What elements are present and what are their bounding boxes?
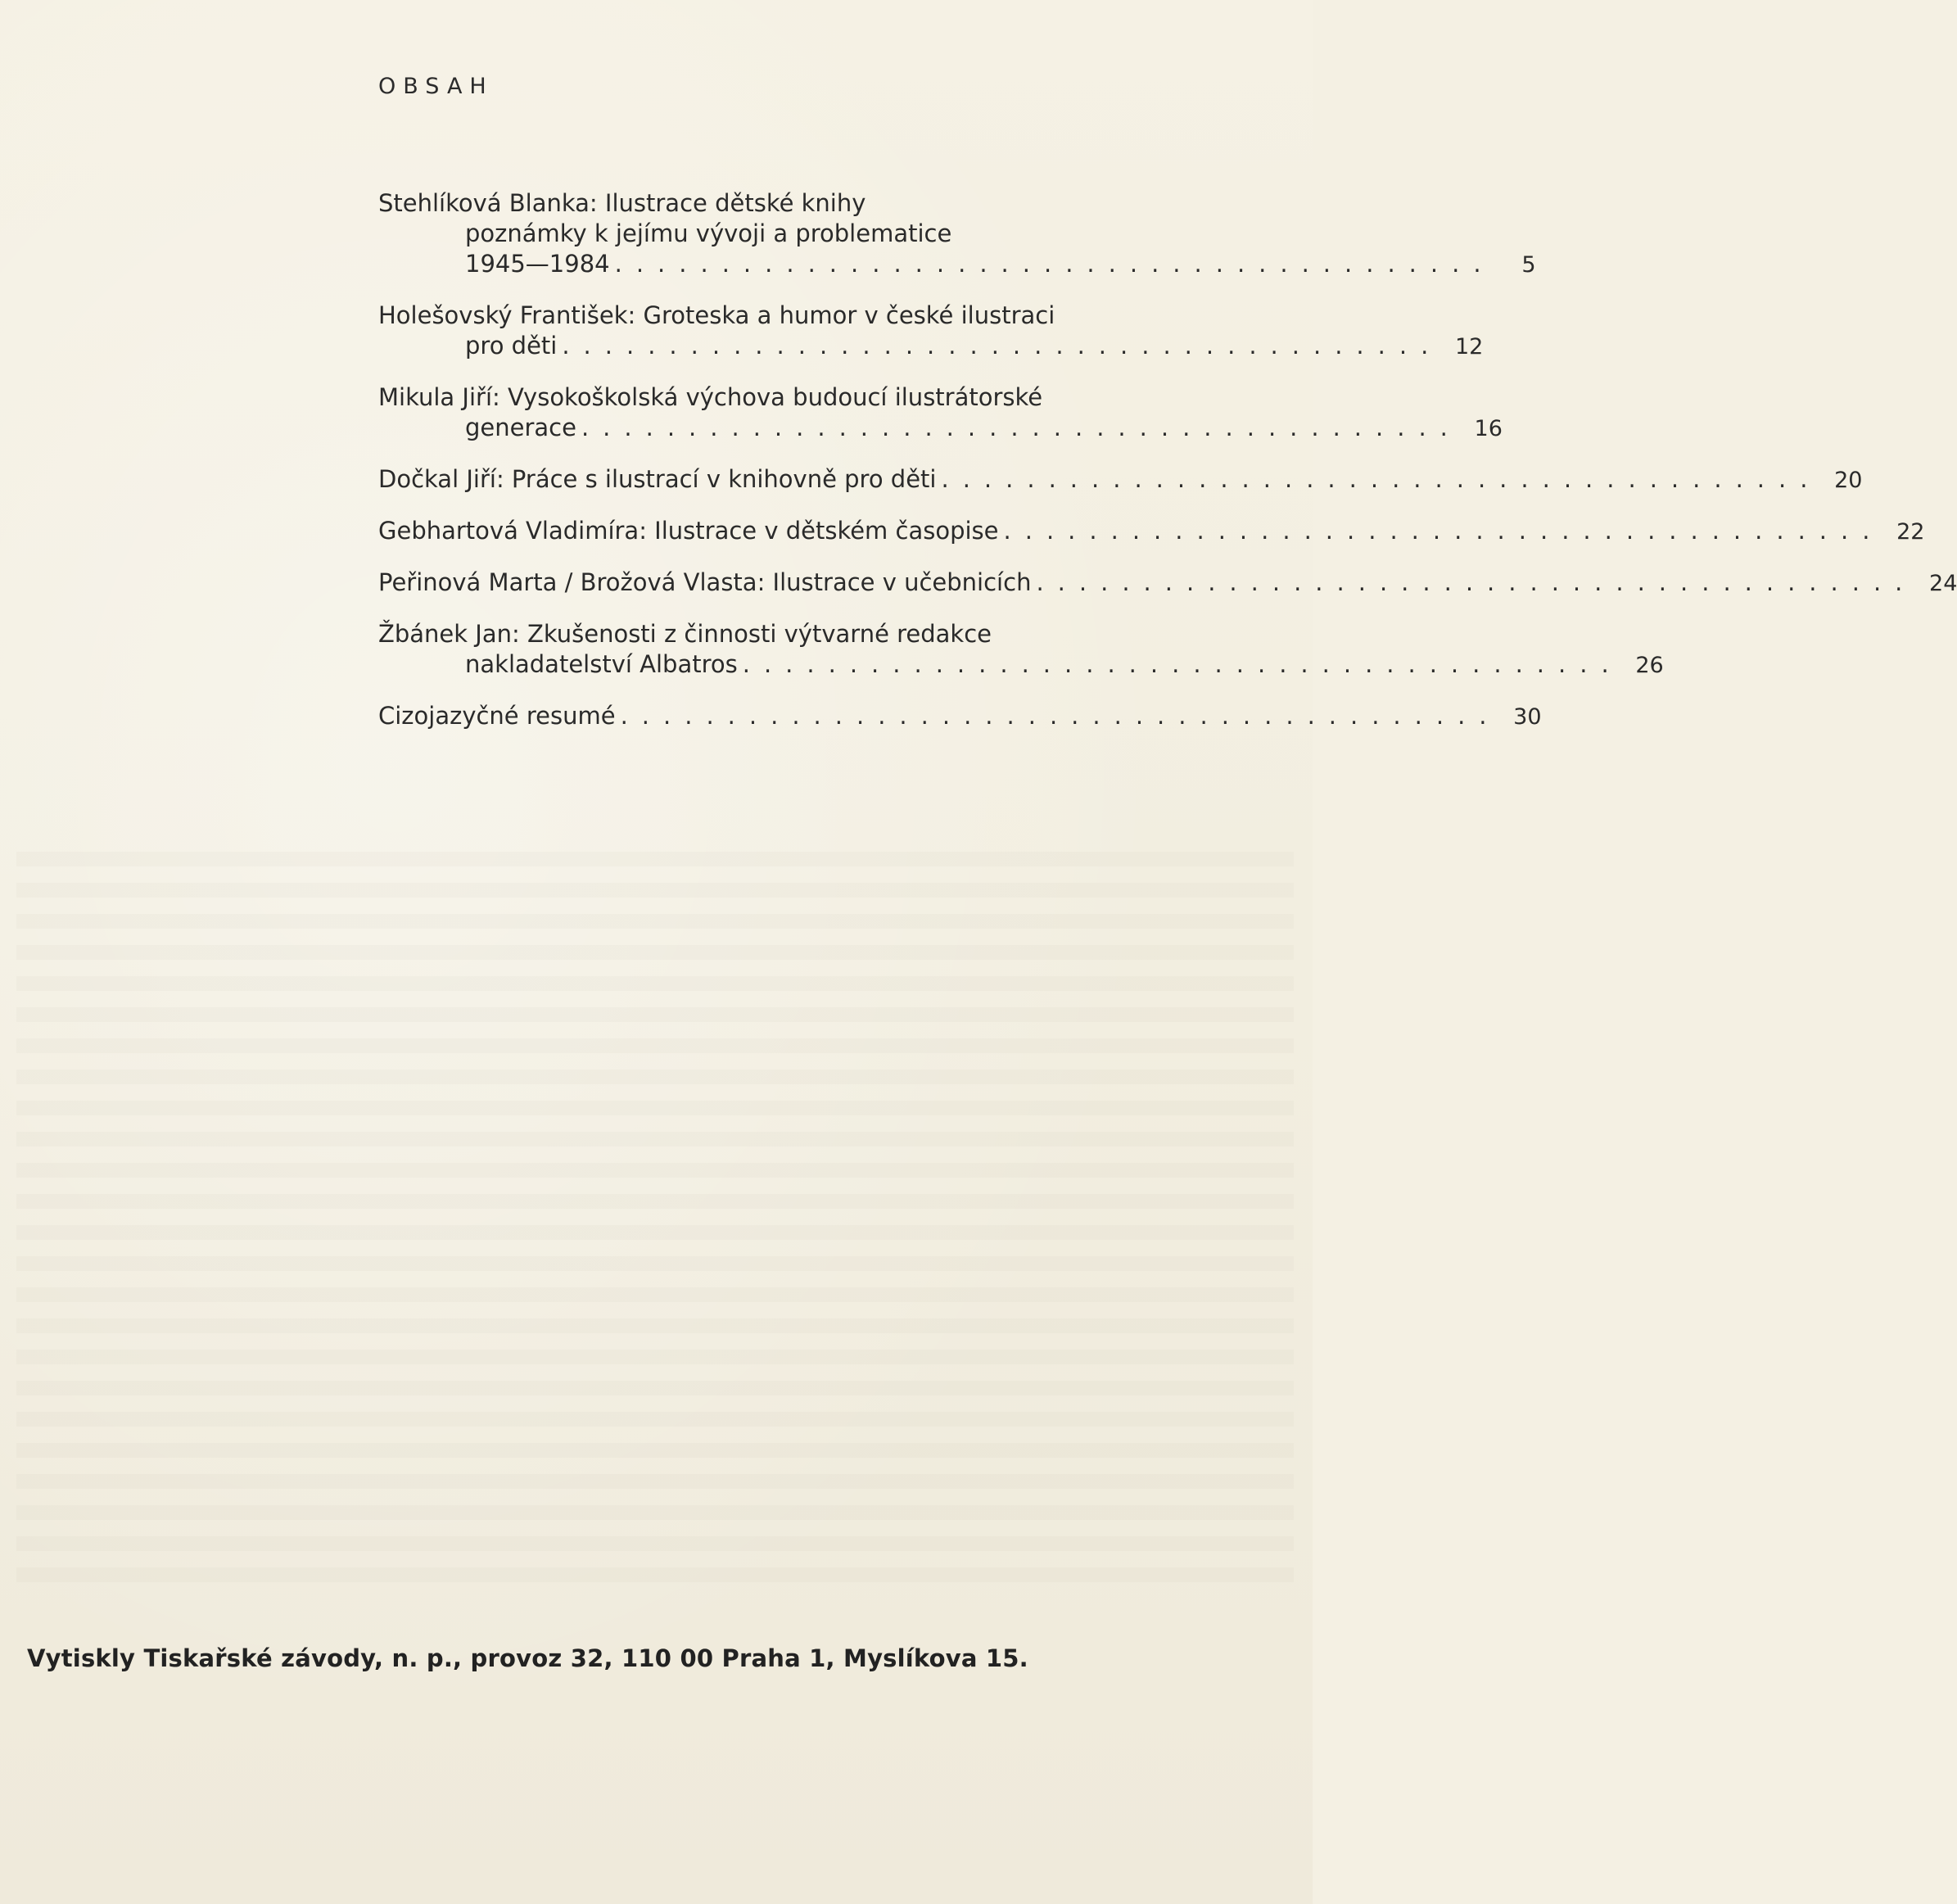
toc-entry-last-line — [378, 464, 1863, 495]
leader-dots: ......................................... — [1003, 517, 1884, 545]
toc-entry[interactable] — [378, 516, 1925, 547]
toc-entry-last-line — [378, 249, 1536, 280]
leader-dots: ......................................... — [1036, 568, 1917, 596]
page-number: 30 — [1513, 704, 1542, 730]
toc-entry[interactable] — [378, 701, 1542, 732]
toc-entry-title-end: pro děti — [465, 332, 558, 360]
toc-entry-title: Cizojazyčné resumé — [378, 702, 616, 730]
leader-dots: ......................................... — [581, 414, 1462, 441]
page-number: 22 — [1896, 519, 1925, 545]
page-number: 26 — [1635, 653, 1664, 678]
leader-dots: ......................................... — [562, 332, 1443, 360]
toc-entry[interactable] — [378, 382, 1503, 444]
toc-entry-last-line — [378, 331, 1484, 362]
toc-entry-title: Peřinová Marta / Brožová Vlasta: Ilustrace v učebnicích — [378, 568, 1032, 596]
toc-entry[interactable] — [378, 301, 1484, 362]
toc-entry-title: Mikula Jiří: Vysokoškolská výchova budoucí ilustrátorské — [378, 383, 1043, 411]
leader-dots: ......................................... — [941, 465, 1822, 493]
toc-entry-title-end: generace — [465, 414, 576, 441]
toc-entry-title-end: nakladatelství Albatros — [465, 650, 738, 678]
leader-dots: ......................................... — [614, 250, 1495, 278]
toc-entry-last-line — [378, 568, 1957, 599]
toc-entry-title: Dočkal Jiří: Práce s ilustrací v knihovně pro děti — [378, 465, 937, 493]
page-number: 16 — [1474, 416, 1503, 441]
page-number: 20 — [1834, 468, 1863, 493]
toc-entry-title: Gebhartová Vladimíra: Ilustrace v dětském časopise — [378, 517, 999, 545]
toc-entry-last-line — [378, 649, 1664, 681]
toc-entry[interactable] — [378, 188, 1536, 280]
show-through-texture — [16, 852, 1294, 1589]
leader-dots: ......................................... — [620, 702, 1501, 730]
toc-entry-last-line — [378, 701, 1542, 732]
toc-entry-title-end: 1945—1984 — [465, 250, 610, 278]
toc-entry-title: Stehlíková Blanka: Ilustrace dětské knihy — [378, 189, 866, 217]
toc-entry-title: Holešovský František: Groteska a humor v české ilustraci — [378, 301, 1055, 329]
toc-entry-title-continued: poznámky k jejímu vývoji a problematice — [465, 219, 952, 247]
page-number: 24 — [1929, 571, 1957, 596]
toc-entry[interactable] — [378, 568, 1957, 599]
toc-entry[interactable] — [378, 619, 1664, 681]
toc-entry-title: Žbánek Jan: Zkušenosti z činnosti výtvarné redakce — [378, 620, 992, 648]
toc-entry-last-line — [378, 516, 1925, 547]
toc-entry[interactable] — [378, 464, 1863, 495]
page-number: 5 — [1521, 252, 1536, 278]
printer-imprint: Vytiskly Tiskařské závody, n. p., provoz 32, 110 00 Praha 1, Myslíkova 15. — [27, 1644, 1028, 1672]
toc-entry-last-line — [378, 413, 1503, 444]
table-of-contents — [378, 188, 1957, 753]
page-number: 12 — [1454, 334, 1484, 360]
leader-dots: ......................................... — [742, 650, 1623, 678]
page-title: OBSAH — [378, 74, 494, 99]
